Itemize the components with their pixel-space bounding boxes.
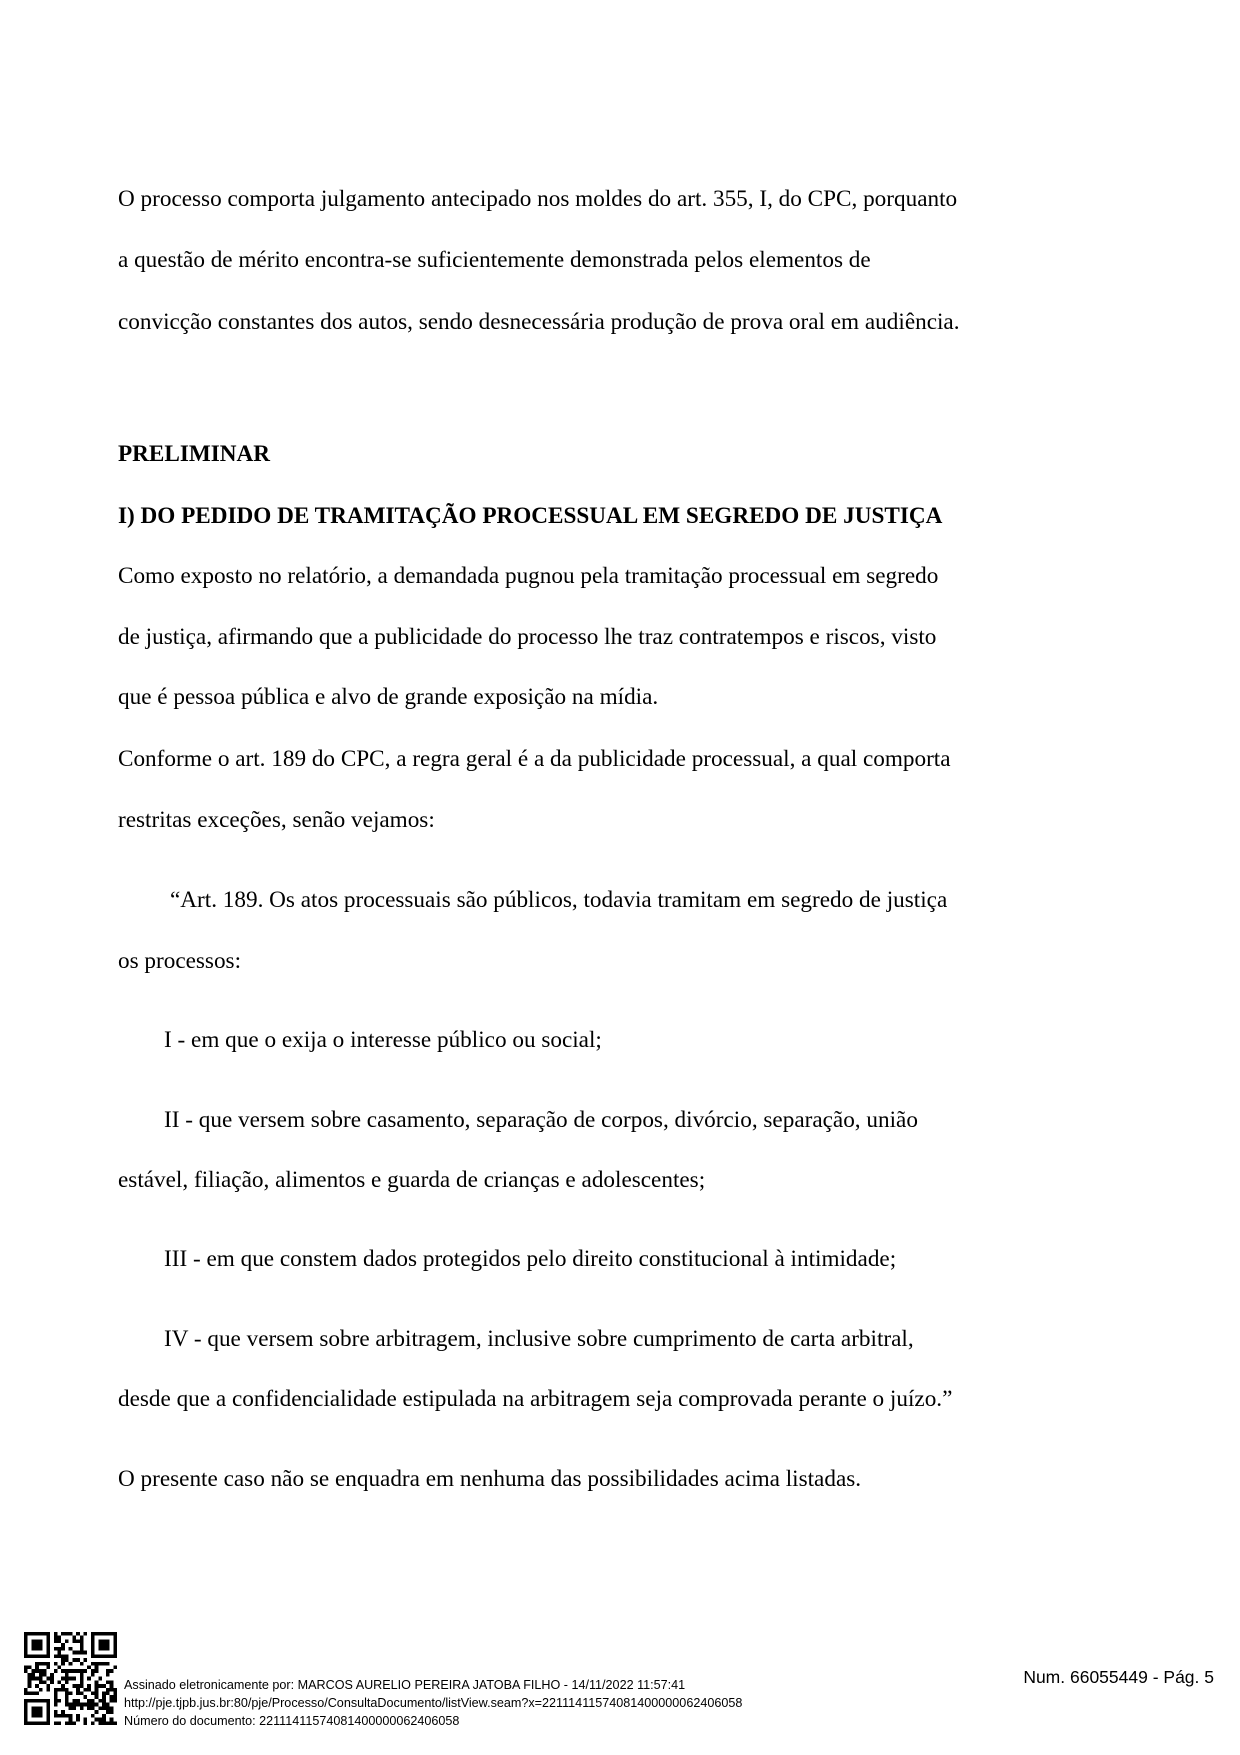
page-reference: Num. 66055449 - Pág. 5 — [1023, 1667, 1214, 1687]
qr-module — [72, 1699, 76, 1703]
qr-module — [87, 1703, 91, 1707]
qr-module — [54, 1688, 58, 1692]
qr-module — [57, 1714, 61, 1718]
qr-module — [87, 1684, 91, 1688]
qr-module — [72, 1721, 76, 1725]
qr-module — [24, 1692, 28, 1696]
qr-module — [80, 1647, 84, 1651]
qr-module — [80, 1706, 84, 1710]
document-number: Número do documento: 22111411574081400000062406058 — [124, 1714, 460, 1728]
qr-module — [28, 1684, 32, 1688]
qr-module — [65, 1658, 69, 1662]
qr-module — [61, 1677, 65, 1681]
qr-module — [95, 1669, 99, 1673]
qr-module — [43, 1662, 47, 1666]
qr-module — [57, 1654, 61, 1658]
qr-module — [87, 1699, 91, 1703]
qr-module — [69, 1706, 73, 1710]
qr-module — [65, 1703, 69, 1707]
qr-module — [54, 1692, 58, 1696]
qr-module — [57, 1699, 61, 1703]
qr-module — [65, 1669, 69, 1673]
qr-module — [80, 1669, 84, 1673]
qr-module — [98, 1684, 102, 1688]
qr-module — [31, 1677, 35, 1681]
qr-module — [76, 1651, 80, 1655]
qr-module — [91, 1692, 95, 1696]
qr-module — [91, 1706, 95, 1710]
qr-module — [61, 1688, 65, 1692]
qr-module — [72, 1677, 76, 1681]
qr-module — [95, 1718, 99, 1722]
qr-module — [80, 1639, 84, 1643]
qr-module — [95, 1695, 99, 1699]
document-url-link[interactable]: http://pje.tjpb.jus.br:80/pje/Processo/ConsultaDocumento/listView.seam?x=22111411574081400000062406058 — [124, 1696, 743, 1710]
qr-module — [28, 1665, 32, 1669]
qr-module — [98, 1662, 102, 1666]
qr-module — [106, 1688, 110, 1692]
qr-module — [80, 1677, 84, 1681]
qr-module — [106, 1710, 110, 1714]
qr-module — [95, 1662, 99, 1666]
qr-module — [76, 1692, 80, 1696]
qr-module — [24, 1669, 28, 1673]
qr-module — [50, 1677, 54, 1681]
qr-code-icon — [24, 1632, 117, 1725]
qr-module — [80, 1684, 84, 1688]
qr-module — [28, 1673, 32, 1677]
qr-module — [46, 1688, 50, 1692]
qr-module — [61, 1714, 65, 1718]
qr-module — [72, 1706, 76, 1710]
qr-module — [76, 1718, 80, 1722]
qr-module — [72, 1658, 76, 1662]
qr-module — [106, 1662, 110, 1666]
qr-module — [65, 1692, 69, 1696]
qr-module — [24, 1665, 28, 1669]
qr-module — [46, 1684, 50, 1688]
qr-module — [110, 1706, 114, 1710]
qr-module — [28, 1680, 32, 1684]
qr-module — [54, 1647, 58, 1651]
paragraph-2-line-1: Conforme o art. 189 do CPC, a regra geral é a da publicidade processual, a qual comporta — [118, 746, 951, 772]
qr-module — [69, 1703, 73, 1707]
qr-module — [50, 1673, 54, 1677]
qr-module — [54, 1699, 58, 1703]
intro-paragraph-line-2: a questão de mérito encontra-se suficientemente demonstrada pelos elementos de — [118, 247, 871, 273]
qr-module — [87, 1688, 91, 1692]
qr-module — [54, 1636, 58, 1640]
qr-module — [87, 1665, 91, 1669]
qr-module — [76, 1658, 80, 1662]
qr-module — [72, 1703, 76, 1707]
qr-module — [113, 1692, 117, 1696]
qr-module — [65, 1688, 69, 1692]
qr-module — [54, 1639, 58, 1643]
qr-module — [61, 1669, 65, 1673]
qr-module — [102, 1684, 106, 1688]
qr-module — [106, 1673, 110, 1677]
qr-module — [57, 1651, 61, 1655]
qr-module — [69, 1677, 73, 1681]
qr-module — [65, 1632, 69, 1636]
qr-module — [35, 1684, 39, 1688]
qr-module — [57, 1639, 61, 1643]
qr-module — [65, 1673, 69, 1677]
qr-module — [54, 1703, 58, 1707]
qr-module — [106, 1703, 110, 1707]
qr-module — [95, 1688, 99, 1692]
paragraph-2-line-2: restritas exceções, senão vejamos: — [118, 807, 435, 833]
qr-module — [65, 1721, 69, 1725]
qr-module — [61, 1632, 65, 1636]
qr-module — [65, 1695, 69, 1699]
qr-module — [31, 1673, 35, 1677]
qr-module — [102, 1714, 106, 1718]
qr-module — [91, 1721, 95, 1725]
qr-module — [69, 1632, 73, 1636]
qr-module — [61, 1710, 65, 1714]
qr-module — [84, 1695, 88, 1699]
qr-module — [84, 1669, 88, 1673]
qr-module — [65, 1654, 69, 1658]
qr-module — [57, 1721, 61, 1725]
qr-module — [106, 1721, 110, 1725]
subsection-heading: I) DO PEDIDO DE TRAMITAÇÃO PROCESSUAL EM SEGREDO DE JUSTIÇA — [118, 503, 943, 529]
qr-module — [110, 1710, 114, 1714]
qr-module — [46, 1662, 50, 1666]
qr-module — [57, 1647, 61, 1651]
conclusion-paragraph: O presente caso não se enquadra em nenhuma das possibilidades acima listadas. — [118, 1466, 862, 1492]
qr-module — [91, 1669, 95, 1673]
intro-paragraph-line-1: O processo comporta julgamento antecipado nos moldes do art. 355, I, do CPC, porquanto — [118, 186, 958, 212]
qr-module — [54, 1714, 58, 1718]
qr-module — [69, 1662, 73, 1666]
qr-module — [91, 1662, 95, 1666]
qr-module — [91, 1699, 95, 1703]
qr-module — [35, 1662, 39, 1666]
qr-module — [110, 1684, 114, 1688]
qr-module — [95, 1680, 99, 1684]
qr-module — [102, 1718, 106, 1722]
quote-item-4-line-2: desde que a confidencialidade estipulada na arbitragem seja comprovada perante o juízo.” — [118, 1386, 953, 1412]
qr-module — [39, 1669, 43, 1673]
qr-module — [72, 1684, 76, 1688]
qr-module — [46, 1665, 50, 1669]
qr-module — [76, 1669, 80, 1673]
qr-module — [102, 1721, 106, 1725]
qr-module — [72, 1636, 76, 1640]
qr-module — [98, 1706, 102, 1710]
qr-module — [95, 1703, 99, 1707]
qr-module — [69, 1692, 73, 1696]
qr-module — [102, 1699, 106, 1703]
qr-module — [98, 1699, 102, 1703]
qr-module — [80, 1703, 84, 1707]
qr-module — [76, 1639, 80, 1643]
qr-module — [80, 1673, 84, 1677]
qr-module — [65, 1677, 69, 1681]
qr-module — [57, 1688, 61, 1692]
qr-module — [69, 1721, 73, 1725]
qr-module — [54, 1632, 58, 1636]
qr-module — [28, 1677, 32, 1681]
qr-module — [61, 1654, 65, 1658]
qr-module — [35, 1665, 39, 1669]
qr-module — [95, 1684, 99, 1688]
qr-module — [91, 1714, 95, 1718]
qr-module — [95, 1692, 99, 1696]
qr-module — [80, 1680, 84, 1684]
qr-module — [65, 1699, 69, 1703]
quote-item-1: I - em que o exija o interesse público ou social; — [164, 1027, 602, 1053]
qr-module — [113, 1688, 117, 1692]
qr-module — [46, 1677, 50, 1681]
paragraph-1-line-1: Como exposto no relatório, a demandada pugnou pela tramitação processual em segredo — [118, 563, 939, 589]
qr-module — [91, 1673, 95, 1677]
qr-module — [43, 1680, 47, 1684]
qr-module — [61, 1658, 65, 1662]
quote-item-2-line-2: estável, filiação, alimentos e guarda de crianças e adolescentes; — [118, 1167, 706, 1193]
qr-module — [54, 1695, 58, 1699]
qr-module — [95, 1710, 99, 1714]
qr-module — [39, 1673, 43, 1677]
qr-module — [50, 1680, 54, 1684]
qr-module — [65, 1714, 69, 1718]
qr-module — [110, 1688, 114, 1692]
qr-module — [113, 1695, 117, 1699]
qr-module — [113, 1721, 117, 1725]
qr-module — [80, 1662, 84, 1666]
qr-module — [84, 1632, 88, 1636]
qr-module — [35, 1669, 39, 1673]
qr-module — [95, 1665, 99, 1669]
qr-module — [80, 1651, 84, 1655]
qr-module — [76, 1688, 80, 1692]
qr-module — [110, 1669, 114, 1673]
quote-intro-line-1: “Art. 189. Os atos processuais são públicos, todavia tramitam em segredo de justiça — [170, 887, 948, 913]
qr-module — [84, 1703, 88, 1707]
qr-module — [54, 1710, 58, 1714]
qr-module — [65, 1680, 69, 1684]
qr-module — [110, 1718, 114, 1722]
qr-module — [76, 1703, 80, 1707]
qr-module — [106, 1680, 110, 1684]
qr-module — [65, 1639, 69, 1643]
qr-module — [102, 1695, 106, 1699]
qr-module — [84, 1658, 88, 1662]
qr-module — [106, 1706, 110, 1710]
qr-module — [84, 1721, 88, 1725]
qr-module — [54, 1721, 58, 1725]
qr-module — [72, 1651, 76, 1655]
qr-module — [61, 1647, 65, 1651]
qr-module — [61, 1684, 65, 1688]
qr-module — [57, 1680, 61, 1684]
qr-module — [69, 1669, 73, 1673]
qr-module — [69, 1714, 73, 1718]
qr-module — [57, 1636, 61, 1640]
qr-module — [72, 1639, 76, 1643]
qr-module — [61, 1662, 65, 1666]
qr-module — [35, 1677, 39, 1681]
quote-intro-line-2: os processos: — [118, 948, 242, 974]
paragraph-1-line-3: que é pessoa pública e alvo de grande exposição na mídia. — [118, 684, 659, 710]
qr-module — [106, 1692, 110, 1696]
qr-module — [39, 1677, 43, 1681]
signature-line: Assinado eletronicamente por: MARCOS AURELIO PEREIRA JATOBA FILHO - 14/11/2022 11:57:41 — [124, 1678, 686, 1692]
qr-module — [31, 1692, 35, 1696]
qr-module — [72, 1669, 76, 1673]
qr-module — [91, 1703, 95, 1707]
qr-module — [54, 1662, 58, 1666]
qr-module — [87, 1677, 91, 1681]
qr-module — [57, 1665, 61, 1669]
qr-module — [110, 1721, 114, 1725]
quote-item-4-line-1: IV - que versem sobre arbitragem, inclusive sobre cumprimento de carta arbitral, — [164, 1326, 914, 1352]
qr-module — [98, 1677, 102, 1681]
qr-module — [76, 1714, 80, 1718]
qr-module — [98, 1718, 102, 1722]
qr-module — [80, 1692, 84, 1696]
qr-module — [24, 1688, 28, 1692]
qr-module — [39, 1662, 43, 1666]
qr-module — [61, 1643, 65, 1647]
qr-module — [84, 1688, 88, 1692]
qr-module — [110, 1699, 114, 1703]
qr-module — [54, 1669, 58, 1673]
qr-module — [31, 1669, 35, 1673]
section-heading: PRELIMINAR — [118, 441, 271, 467]
qr-module — [69, 1647, 73, 1651]
paragraph-1-line-2: de justiça, afirmando que a publicidade do processo lhe traz contratempos e riscos, visto — [118, 624, 937, 650]
qr-module — [102, 1662, 106, 1666]
qr-module — [106, 1669, 110, 1673]
qr-module — [113, 1665, 117, 1669]
qr-module — [54, 1654, 58, 1658]
qr-module — [84, 1718, 88, 1722]
qr-module — [35, 1692, 39, 1696]
qr-module — [43, 1673, 47, 1677]
qr-module — [76, 1684, 80, 1688]
qr-module — [43, 1669, 47, 1673]
qr-module — [102, 1706, 106, 1710]
qr-module — [102, 1692, 106, 1696]
quote-item-3: III - em que constem dados protegidos pelo direito constitucional à intimidade; — [164, 1246, 897, 1272]
qr-module — [76, 1699, 80, 1703]
qr-module — [87, 1706, 91, 1710]
qr-module — [76, 1632, 80, 1636]
qr-module — [28, 1692, 32, 1696]
qr-module — [84, 1651, 88, 1655]
qr-module — [80, 1643, 84, 1647]
qr-module — [102, 1703, 106, 1707]
qr-module — [39, 1680, 43, 1684]
qr-module — [80, 1636, 84, 1640]
qr-module — [69, 1718, 73, 1722]
intro-paragraph-line-3: convicção constantes dos autos, sendo desnecessária produção de prova oral em audiência. — [118, 309, 960, 335]
qr-module — [98, 1721, 102, 1725]
qr-module — [110, 1680, 114, 1684]
quote-item-2-line-1: II - que versem sobre casamento, separação de corpos, divórcio, separação, união — [164, 1107, 918, 1133]
qr-module — [110, 1695, 114, 1699]
qr-module — [113, 1699, 117, 1703]
qr-module — [39, 1688, 43, 1692]
